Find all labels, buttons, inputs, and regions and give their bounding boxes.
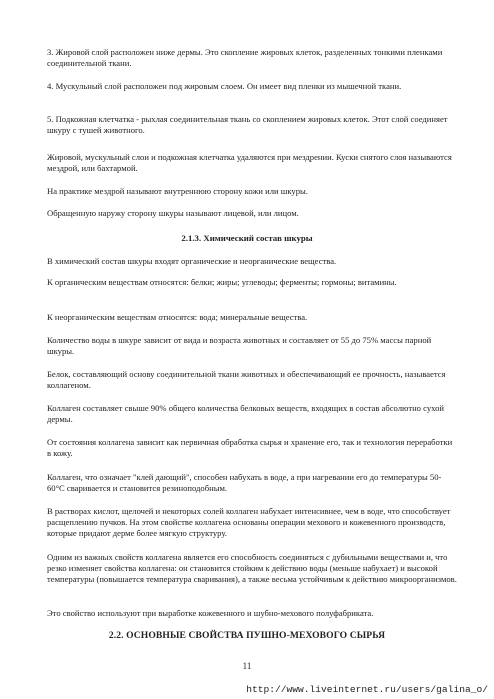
paragraph-flesh-side: На практике мездрой называют внутреннюю сторону кожи или шкуры. xyxy=(47,186,308,196)
section-subheading: 2.1.3. Химический состав шкуры xyxy=(181,233,313,243)
paragraph-fat-layer: 3. Жировой слой расположен ниже дермы. Это скопление жировых клеток, разделенных тонкими пленками соединительной ткани. xyxy=(47,47,443,68)
paragraph-water-content: Количество воды в шкуре зависит от вида и возраста животных и составляет от 55 до 75% массы парной шкуры. xyxy=(47,335,432,356)
paragraph-inorganic: К неорганическим веществам относятся: вода; минеральные вещества. xyxy=(47,312,308,322)
paragraph-fleshing: Жировой, мускульный слои и подкожная клетчатка удаляются при мездрении. Куски снятого слоя называются мездрой, или бахтармой. xyxy=(47,152,452,173)
footer-url: http://www.liveinternet.ru/users/galina_o/ xyxy=(246,684,488,695)
section-heading: 2.2. ОСНОВНЫЕ СВОЙСТВА ПУШНО-МЕХОВОГО СЫРЬЯ xyxy=(108,630,386,641)
paragraph-collagen-def: Белок, составляющий основу соединительной ткани животных и обеспечивающий ее прочность, называется коллагеном. xyxy=(47,369,446,390)
paragraph-collagen-swell: Коллаген, что означает "клей дающий", способен набухать в воде, а при нагревании его до температуры 50-60°С сваривается и становится резиноподобным. xyxy=(47,472,442,493)
paragraph-collagen-share: Коллаген составляет свыше 90% общего количества белковых веществ, входящих в состав абсолютно сухой дермы. xyxy=(47,403,444,424)
paragraph-subcutaneous: 5. Подкожная клетчатка - рыхлая соединительная ткань со скоплением жировых клеток. Этот слой соединяет шкуру с тушей животного. xyxy=(47,114,448,135)
paragraph-tanning: Одним из важных свойств коллагена является его способность соединяться с дубильными веществами и, что резко изменяет свойства коллагена: он становится стойким к действию воды (меньше набухает) и высокой температуры (повышается температура сваривания), а также весьма устойчивым к действию микроорганизмов. xyxy=(47,552,457,584)
paragraph-composition: В химический состав шкуры входят органические и неорганические вещества. xyxy=(47,256,337,266)
paragraph-grain-side: Обращенную наружу сторону шкуры называют лицевой, или лицом. xyxy=(47,208,299,218)
paragraph-collagen-state: От состояния коллагена зависит как первичная обработка сырья и хранение его, так и технология переработки в кожу. xyxy=(47,437,453,458)
paragraph-acids-alkalis: В растворах кислот, щелочей и некоторых солей коллаген набухает интенсивнее, чем в воде, что способствует расщеплению пучков. На этом свойстве коллагена основаны операции мехового и кожевенного производств, которые придают дерме более мягкую структуру. xyxy=(47,506,451,538)
paragraph-organic: К органическим веществам относятся: белки; жиры; углеводы; ферменты; гормоны; витамины. xyxy=(47,277,397,287)
paragraph-usage: Это свойство используют при выработке кожевенного и шубно-мехового полуфабриката. xyxy=(47,608,374,618)
paragraph-muscle-layer: 4. Мускульный слой расположен под жировым слоем. Он имеет вид пленки из мышечной ткани. xyxy=(47,81,402,91)
page-number: 11 xyxy=(242,661,252,671)
